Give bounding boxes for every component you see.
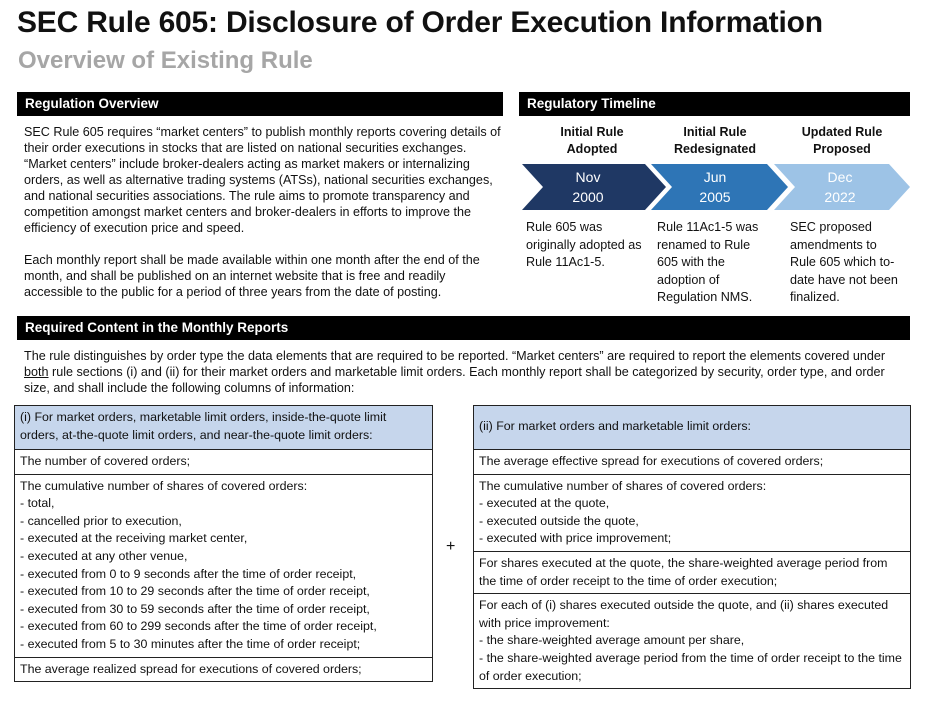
page-subtitle: Overview of Existing Rule — [18, 47, 313, 74]
table-i-header: (i) For market orders, marketable limit orders, inside-the-quote limit orders, at-the-quote limit orders, and near-the-quote limit orders: — [15, 406, 432, 449]
overview-paragraph-1: SEC Rule 605 requires “market centers” to publish monthly reports covering details of their order executions in stocks that are listed on national securities exchanges. “Market centers” include broker-dealers acting as market makers or internalizing orders, as well as alternative trading systems (ATSs), national securities exchanges, and national securities associations. The rule aims to promote transparency and competition amongst market centers and broker-dealers in efforts to improve the efficiency of execution price and speed. — [24, 125, 501, 235]
timeline-step-2-label-line-1: Initial Rule — [683, 125, 747, 139]
table-i-row-covered-orders: The number of covered orders; — [15, 449, 432, 474]
table-section-i — [14, 405, 433, 682]
timeline-step-3-description: SEC proposed amendments to Rule 605 which to-date have not been finalized. — [790, 220, 898, 304]
table-i-item: - cancelled prior to execution, — [20, 513, 182, 528]
timeline-step-1-label-line-1: Initial Rule — [560, 125, 624, 139]
timeline-step-1-description: Rule 605 was originally adopted as Rule 11Ac1-5. — [526, 220, 642, 269]
table-i-item: - executed from 60 to 299 seconds after the time of order receipt, — [20, 619, 377, 634]
regulation-overview-header: Regulation Overview — [17, 92, 503, 116]
timeline-step-2-date — [665, 167, 765, 207]
timeline-step-2-label-line-2: Redesignated — [674, 142, 756, 156]
timeline-step-2-description: Rule 11Ac1-5 was renamed to Rule 605 with the adoption of Regulation NMS. — [657, 220, 759, 304]
table-i-item: - executed from 0 to 9 seconds after the time of order receipt, — [20, 566, 357, 581]
table-ii-row-effective-spread: The average effective spread for executions of covered orders; — [474, 449, 910, 474]
table-i-item: - executed from 30 to 59 seconds after the time of order receipt, — [20, 601, 370, 616]
page-title: SEC Rule 605: Disclosure of Order Execution Information — [17, 6, 823, 39]
timeline-step-2-year: 2005 — [699, 189, 731, 205]
timeline-step-3-date — [790, 167, 890, 207]
plus-sign: + — [446, 538, 456, 555]
timeline-step-1-month: Nov — [575, 169, 601, 185]
timeline-step-1-date — [538, 167, 638, 207]
intro-underlined-word: both — [24, 365, 49, 379]
table-ii-item: - the share-weighted average amount per share, — [479, 633, 745, 648]
timeline-step-1-label-line-2: Adopted — [566, 142, 618, 156]
table-section-ii — [473, 405, 911, 689]
table-i-item: - total, — [20, 496, 55, 511]
table-ii-cumulative-title: The cumulative number of shares of covered orders: — [479, 478, 767, 493]
required-content-intro — [24, 348, 904, 396]
table-ii-row-at-quote-period: For shares executed at the quote, the share-weighted average period from the time of order receipt to the time of order execution; — [474, 551, 910, 593]
table-i-item: - executed from 5 to 30 minutes after the time of order receipt; — [20, 636, 361, 651]
table-i-item: - executed from 10 to 29 seconds after the time of order receipt, — [20, 584, 370, 599]
timeline-step-3-label-line-2: Proposed — [813, 142, 871, 156]
table-ii-outside-title: For each of (i) shares executed outside the quote, and (ii) shares executed with price improvement: — [479, 598, 889, 630]
table-i-cumulative-title: The cumulative number of shares of covered orders: — [20, 478, 308, 493]
timeline-step-1-year: 2000 — [572, 189, 604, 205]
table-i-row-cumulative-shares — [15, 474, 432, 657]
required-content-header: Required Content in the Monthly Reports — [17, 316, 910, 340]
table-i-item: - executed at any other venue, — [20, 548, 188, 563]
table-ii-row-outside-quote — [474, 593, 910, 688]
intro-text-after: rule sections (i) and (ii) for their market orders and marketable limit orders. Each monthly report shall be categorized by security, order type, and order size, and shall include the following columns of information: — [24, 365, 885, 395]
table-ii-item: - the share-weighted average period from the time of order receipt to the time of order execution; — [479, 650, 902, 683]
table-ii-item: - executed at the quote, — [479, 496, 610, 511]
timeline-step-2-month: Jun — [703, 169, 727, 185]
overview-paragraph-2: Each monthly report shall be made available within one month after the end of the month, and shall be published on an internet website that is free and readily accessible to the public for a period of three years from the date of posting. — [24, 253, 480, 299]
table-ii-row-cumulative-shares — [474, 474, 910, 551]
regulatory-timeline-header: Regulatory Timeline — [519, 92, 910, 116]
timeline-step-3-label-line-1: Updated Rule — [801, 125, 883, 139]
table-ii-item: - executed with price improvement; — [479, 531, 672, 546]
table-ii-item: - executed outside the quote, — [479, 513, 639, 528]
table-i-item: - executed at the receiving market center, — [20, 531, 248, 546]
timeline-step-3-month: Dec — [827, 169, 853, 185]
table-ii-header: (ii) For market orders and marketable limit orders: — [474, 406, 910, 449]
intro-text-before: The rule distinguishes by order type the data elements that are required to be reported. “Market centers” are required to report the elements covered under — [24, 349, 886, 363]
timeline-step-3-year: 2022 — [824, 189, 856, 205]
table-i-row-realized-spread: The average realized spread for executions of covered orders; — [15, 657, 432, 682]
